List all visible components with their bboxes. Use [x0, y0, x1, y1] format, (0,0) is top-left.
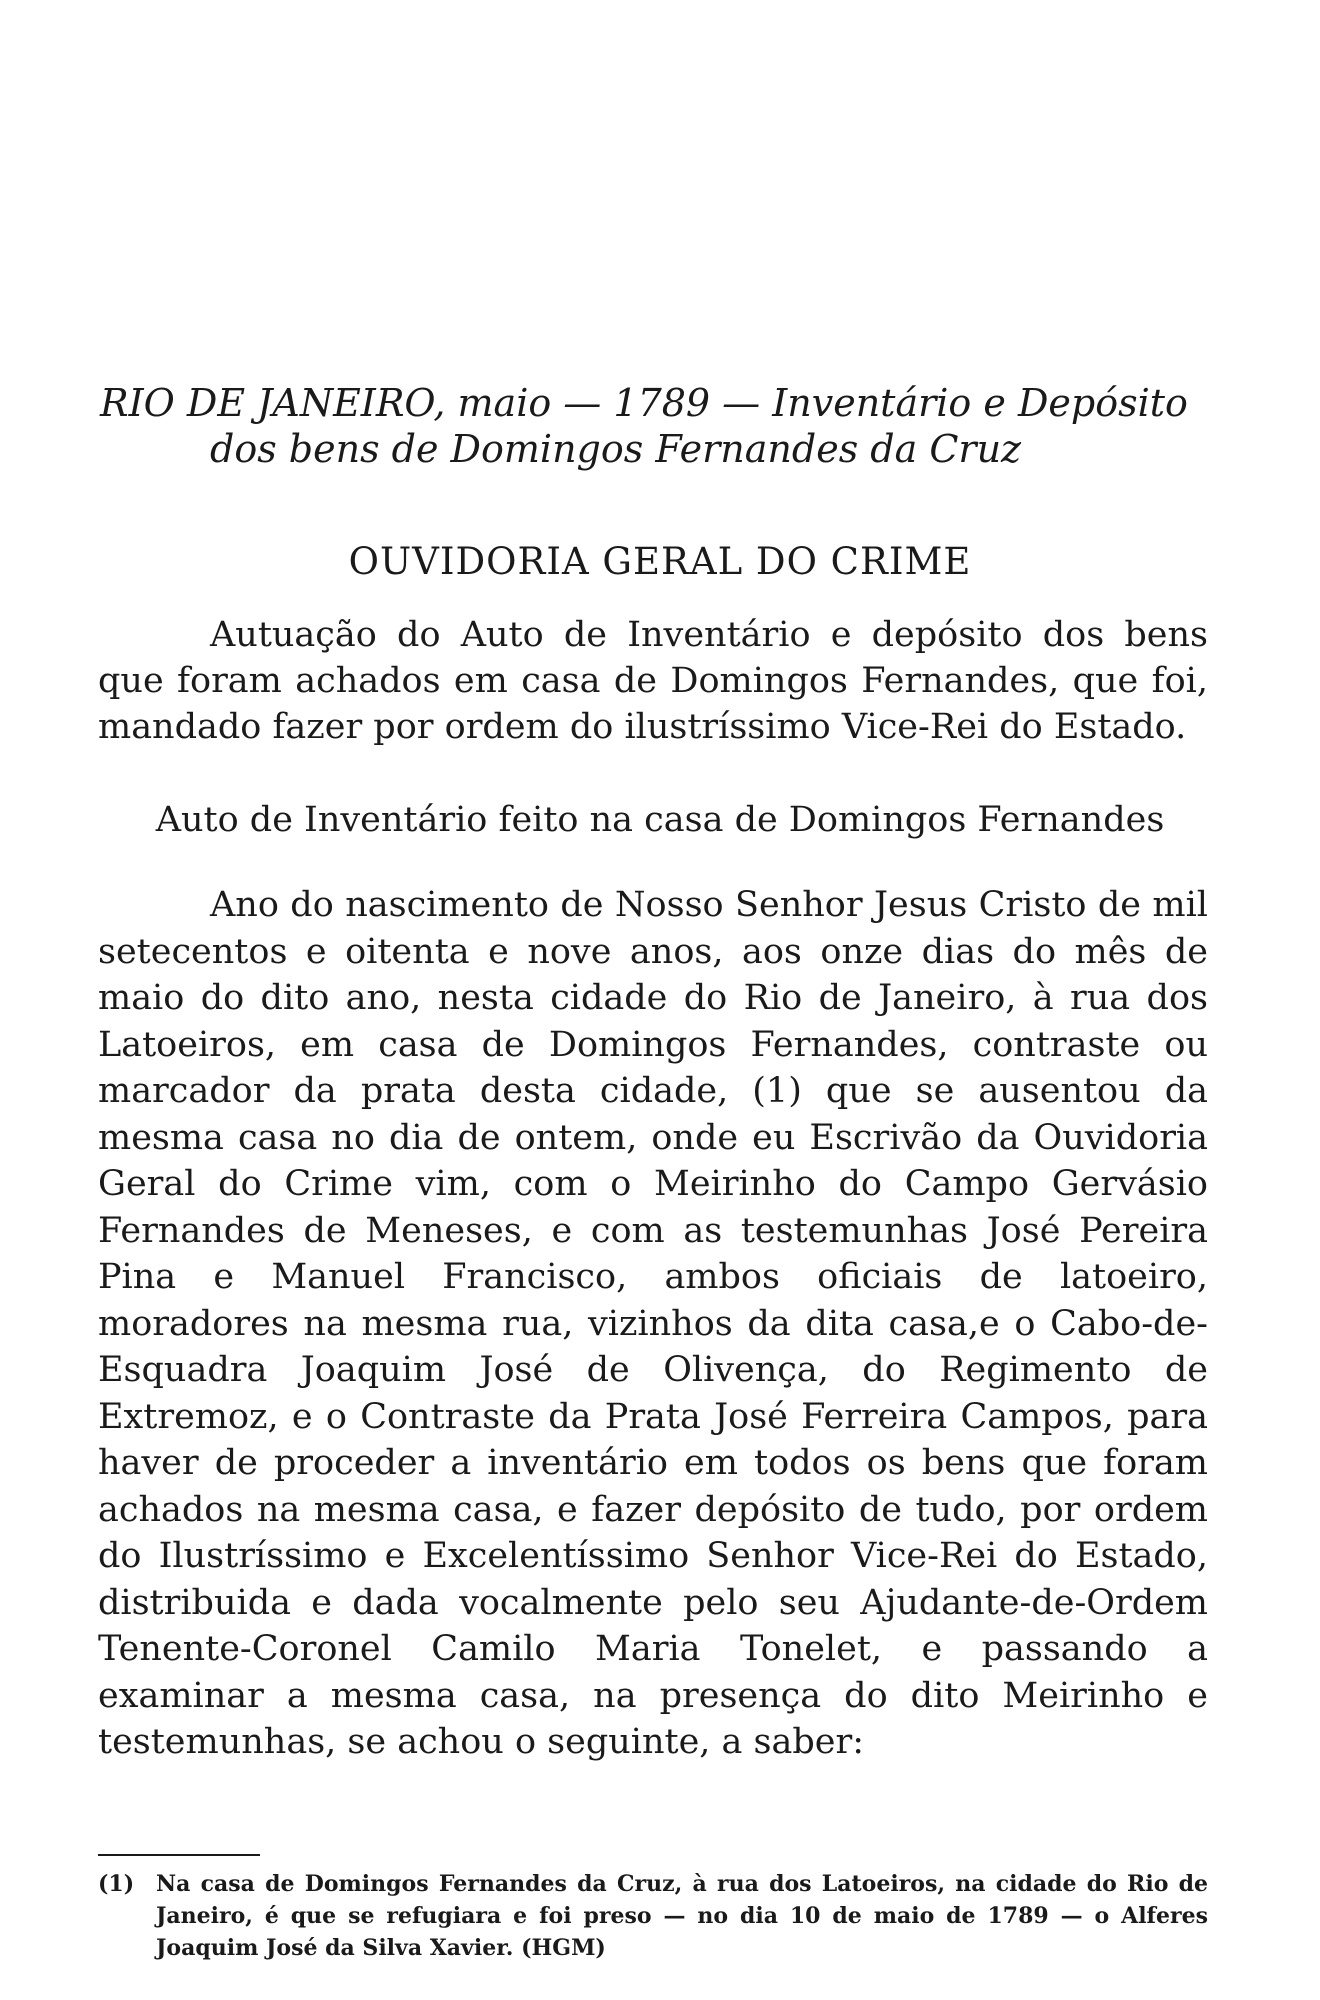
document-heading [100, 380, 1210, 472]
footnote-divider [98, 1854, 260, 1856]
footnote [98, 1868, 1208, 1964]
autuacao-paragraph: Autuação do Auto de Inventário e depósito dos bens que foram achados em casa de Domingos Fernandes, que foi, mandado fazer por ordem do ilustríssimo Vice-Rei do Estado. [98, 615, 1208, 747]
section-title: OUVIDORIA GERAL DO CRIME [348, 540, 972, 583]
footnote-text: Na casa de Domingos Fernandes da Cruz, à rua dos Latoeiros, na cidade do Rio de Janeiro, é que se refugiara e foi preso — no dia 10 de maio de 1789 — o Alferes Joaquim José da Silva Xavier. (HGM) [156, 1871, 1208, 1961]
heading-line-2: dos bens de Domingos Fernandes da Cruz [210, 427, 1022, 471]
body-paragraph: Ano do nascimento de Nosso Senhor Jesus Cristo de mil setecentos e oitenta e nove anos, aos onze dias do mês de maio do dito ano, nesta cidade do Rio de Janeiro, à rua dos Latoeiros, em casa de Domingos Fernandes, contraste ou marcador da prata desta cidade, (1) que se ausentou da mesma casa no dia de ontem, onde eu Escrivão da Ouvidoria Geral do Crime vim, com o Meirinho do Campo Gervásio Fernandes de Meneses, e com as testemunhas José Pereira Pina e Manuel Francisco, ambos oficiais de latoeiro, moradores na mesma rua, vizinhos da dita casa,e o Cabo-de-Esquadra Joaquim José de Olivença, do Regimento de Extremoz, e o Contraste da Prata José Ferreira Campos, para haver de proceder a inventário em todos os bens que foram achados na mesma casa, e fazer depósito de tudo, por ordem do Ilustríssimo e Excelentíssimo Senhor Vice-Rei do Estado, distribuida e dada vocalmente pelo seu Ajudante-de-Ordem Tenente-Coronel Camilo Maria Tonelet, e passando a examinar a mesma casa, na presença do dito Meirinho e testemunhas, se achou o seguinte, a saber: [98, 885, 1208, 1762]
heading-line-1: RIO DE JANEIRO, maio — 1789 — Inventário e Depósito [100, 381, 1188, 425]
auto-subtitle: Auto de Inventário feito na casa de Domingos Fernandes [155, 800, 1165, 840]
footnote-marker: (1) [98, 1871, 135, 1897]
